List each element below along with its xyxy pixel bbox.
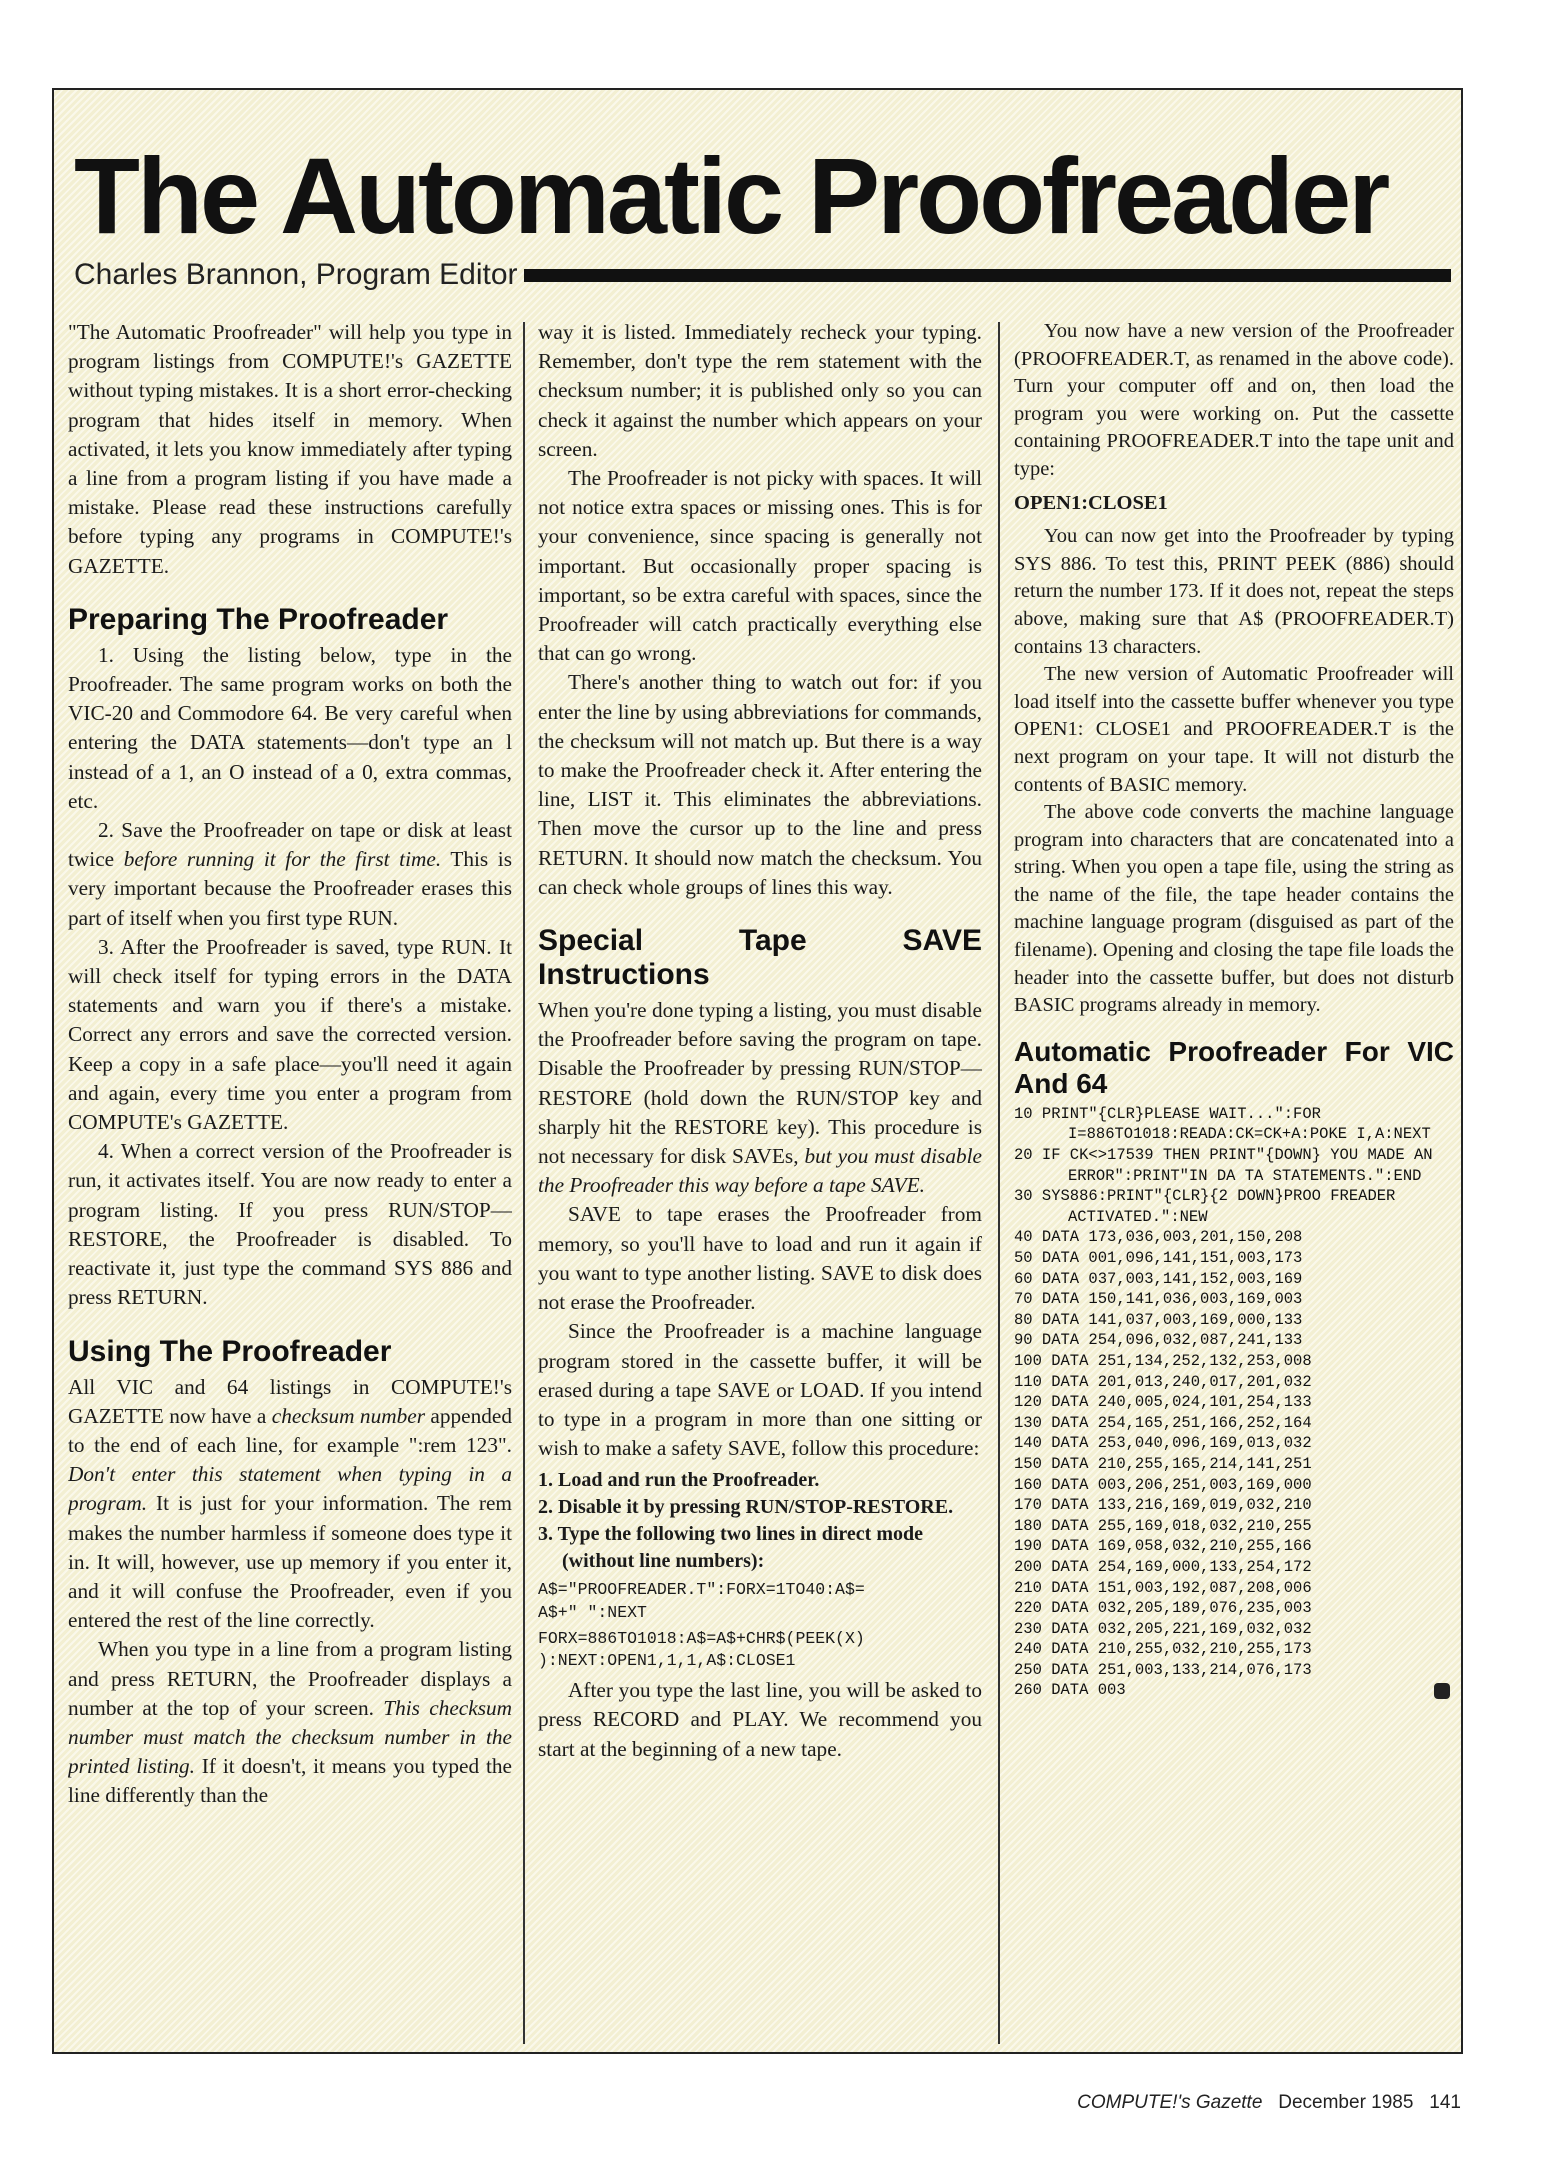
paragraph: After you type the last line, you will be asked to press RECORD and PLAY. We recommend you start at the beginning of a new tape. <box>538 1678 982 1761</box>
column-2 <box>538 318 982 2046</box>
paragraph: There's another thing to watch out for: if you enter the line by using abbreviations for commands, the checksum will not match up. But there is a way to make the Proofreader check it. After entering the line, LIST it. This eliminates the abbreviations. Then move the cursor up to the line and press RETURN. It should now match the checksum. You can check whole groups of lines this way. <box>538 670 982 899</box>
listing-line: 110 DATA 201,013,240,017,201,032 <box>1014 1372 1312 1391</box>
text: If it doesn't, it means you typed the line differently than the <box>68 1754 512 1808</box>
step: 3. Type the following two lines in direct mode (without line numbers): <box>538 1523 923 1573</box>
step-1-paragraph: 1. Using the listing below, type in the Proofreader. The same program works on both the VIC-20 and Commodore 64. Be very careful when entering the DATA statements—don't type an l instead of a 1, an O instead of a 0, extra commas, etc. <box>68 642 512 813</box>
author: Charles Brannon, Program Editor <box>74 258 518 291</box>
text: 2. Save the Proofreader on tape or disk at least twice <box>68 818 512 872</box>
byline <box>74 258 1451 292</box>
procedure-steps <box>538 1467 982 1575</box>
end-mark-icon <box>1434 1683 1450 1699</box>
listing-line: 100 DATA 251,134,252,132,253,008 <box>1014 1351 1312 1370</box>
listing-line: 240 DATA 210,255,032,210,255,173 <box>1014 1640 1312 1659</box>
listing-line: 40 DATA 173,036,003,201,150,208 <box>1014 1228 1303 1247</box>
listing-line: 220 DATA 032,205,189,076,235,003 <box>1014 1599 1312 1618</box>
listing-line: 160 DATA 003,206,251,003,169,000 <box>1014 1475 1312 1494</box>
heading-special-tape-save: Special Tape SAVE Instructions <box>538 924 982 992</box>
paragraph <box>538 996 982 1200</box>
page-number: 141 <box>1429 2092 1461 2113</box>
paragraph: way it is listed. Immediately recheck your typing. Remember, don't type the rem statement with the checksum number; it is published only so you can check it against the number which appears on your screen. <box>538 320 982 461</box>
paragraph: The Proofreader is not picky with spaces. It will not notice extra spaces or missing ones. This is for your convenience, since spacing is generally not important. But occasionally proper spacing is important, so be extra careful with spaces, since the Proofreader will catch practically everything else that can go wrong. <box>538 466 982 666</box>
listing-line: 200 DATA 254,169,000,133,254,172 <box>1014 1557 1312 1576</box>
page-footer <box>1077 2092 1461 2114</box>
paragraph: SAVE to tape erases the Proofreader from memory, so you'll have to load and run it again if you want to type another listing. SAVE to disk does not erase the Proofreader. <box>538 1202 982 1315</box>
byline-rule <box>524 269 1451 282</box>
paragraph: Since the Proofreader is a machine language program stored in the cassette buffer, it will be erased during a tape SAVE or LOAD. If you intend to type in a program in more than one sitting or wish to make a safety SAVE, follow this procedure: <box>538 1319 982 1461</box>
code-line-1: A$="PROOFREADER.T":FORX=1TO40:A$= A$+" ":NEXT <box>538 1580 865 1622</box>
step: 1. Load and run the Proofreader. <box>538 1469 820 1492</box>
text: This is very important because the Proofreader erases this part of itself when you first type RUN. <box>68 847 512 930</box>
step-2-paragraph <box>68 816 512 933</box>
using-paragraph-1 <box>68 1373 512 1636</box>
listing-line: 180 DATA 255,169,018,032,210,255 <box>1014 1516 1312 1535</box>
text: When you're done typing a listing, you must disable the Proofreader before saving the program on tape. Disable the Proofreader by pressing RUN/STOP—RESTORE (hold down the RUN/STOP key and sharply hit the RESTORE key). This procedure is not necessary for disk SAVEs, <box>538 998 982 1169</box>
listing-line: 70 DATA 150,141,036,003,169,003 <box>1014 1290 1303 1309</box>
listing-line: 140 DATA 253,040,096,169,013,032 <box>1014 1434 1312 1453</box>
column-divider <box>998 322 1000 2044</box>
article-title: The Automatic Proofreader <box>74 135 1388 256</box>
paragraph: The new version of Automatic Proofreader will load itself into the cassette buffer whenever you type OPEN1: CLOSE1 and PROOFREADER.T is the next program on your tape. It will not disturb the contents of BASIC memory. <box>1014 663 1454 796</box>
program-listing <box>1014 1104 1454 1701</box>
emphasis: but you must disable the Proofreader this way before a tape SAVE. <box>538 1144 982 1198</box>
magazine-name: COMPUTE!'s Gazette <box>1077 2092 1263 2113</box>
heading-using: Using The Proofreader <box>68 1334 392 1368</box>
using-paragraph-2 <box>68 1635 512 1810</box>
listing-line: 260 DATA 003 <box>1014 1681 1126 1700</box>
paragraph: You can now get into the Proofreader by typing SYS 886. To test this, PRINT PEEK (886) should return the number 173. If it does not, repeat the steps above, making sure that A$ (PROOFREADER.T) contains 13 characters. <box>1014 525 1454 658</box>
heading-preparing: Preparing The Proofreader <box>68 602 449 636</box>
heading-listing: Automatic Proofreader For VIC And 64 <box>1014 1035 1454 1099</box>
issue-date: December 1985 <box>1278 2092 1414 2113</box>
listing-line: 80 DATA 141,037,003,169,000,133 <box>1014 1310 1303 1329</box>
listing-line: 210 DATA 151,003,192,087,208,006 <box>1014 1578 1312 1597</box>
listing-line: 130 DATA 254,165,251,166,252,164 <box>1014 1413 1312 1432</box>
emphasis: This checksum number must match the checksum number in the printed listing. <box>68 1695 512 1779</box>
paragraph: The above code converts the machine language program into characters that are concatenated into a string. When you open a tape file, using the string as the name of the file, the tape header contains the machine language program (disguised as part of the filename). Opening and closing the tape file loads the header into the cassette buffer, but does not disturb BASIC programs already in memory. <box>1014 801 1454 1017</box>
listing-line: 150 DATA 210,255,165,214,141,251 <box>1014 1454 1312 1473</box>
paragraph: You now have a new version of the Proofreader (PROOFREADER.T, as renamed in the above code). Turn your computer off and on, then load the program you were working on. Put the cassette containing PROOFREADER.T into the tape unit and type: <box>1014 320 1454 480</box>
command-text: OPEN1:CLOSE1 <box>1014 491 1168 514</box>
text: appended to the end of each line, for example ":rem 123". <box>68 1403 512 1457</box>
column-1 <box>68 318 512 2046</box>
listing-line: 230 DATA 032,205,221,169,032,032 <box>1014 1619 1312 1638</box>
emphasis: Don't enter this statement when typing in a program. <box>68 1462 512 1516</box>
emphasis: before running it for the first time. <box>123 847 442 872</box>
text: When you type in a line from a program listing and press RETURN, the Proofreader displays a number at the top of your screen. <box>68 1637 512 1720</box>
intro-paragraph: "The Automatic Proofreader" will help you type in program listings from COMPUTE!'s GAZETTE without typing mistakes. It is a short error-checking program that hides itself in memory. When activated, it lets you know immediately after typing a line from a program listing if you have made a mistake. Please read these instructions carefully before typing any programs in COMPUTE!'s GAZETTE. <box>68 320 512 578</box>
text: All VIC and 64 listings in COMPUTE!'s GAZETTE now have a <box>68 1374 512 1428</box>
listing-line: 190 DATA 169,058,032,210,255,166 <box>1014 1537 1312 1556</box>
text: It is just for your information. The rem makes the number harmless if someone does type it in. It will, however, use up memory if you enter it, and it will confuse the Proofreader, even if you entered the rest of the line correctly. <box>68 1491 512 1633</box>
emphasis: checksum number <box>271 1403 425 1428</box>
listing-line: 10 PRINT"{CLR}PLEASE WAIT...":FOR I=886TO1018:READA:CK=CK+A:POKE I,A:NEXT <box>1014 1104 1431 1144</box>
listing-line: 50 DATA 001,096,141,151,003,173 <box>1014 1249 1303 1267</box>
listing-line: 30 SYS886:PRINT"{CLR}{2 DOWN}PROO FREADER ACTIVATED.":NEW <box>1014 1187 1396 1226</box>
step-4-paragraph: 4. When a correct version of the Proofreader is run, it activates itself. You are now ready to enter a program listing. If you press RUN/STOP—RESTORE, the Proofreader is disabled. To reactivate it, just type the command SYS 886 and press RETURN. <box>68 1139 512 1310</box>
listing-line: 250 DATA 251,003,133,214,076,173 <box>1014 1660 1312 1679</box>
listing-line: 90 DATA 254,096,032,087,241,133 <box>1014 1331 1303 1350</box>
column-divider <box>523 322 525 2044</box>
listing-line: 60 DATA 037,003,141,152,003,169 <box>1014 1269 1303 1288</box>
listing-line: 20 IF CK<>17539 THEN PRINT"{DOWN} YOU MADE AN ERROR":PRINT"IN DA TA STATEMENTS.":END <box>1014 1146 1433 1185</box>
code-line-2: FORX=886TO1018:A$=A$+CHR$(PEEK(X) ):NEXT:OPEN1,1,1,A$:CLOSE1 <box>538 1628 865 1670</box>
step-3-paragraph: 3. After the Proofreader is saved, type RUN. It will check itself for typing errors in the DATA statements and warn you if there's a mistake. Correct any errors and save the corrected version. Keep a copy in a safe place—you'll need it again and again, every time you enter a program from COMPUTE's GAZETTE. <box>68 934 512 1135</box>
column-3 <box>1014 318 1454 2046</box>
article-box <box>52 88 1463 2054</box>
listing-line: 120 DATA 240,005,024,101,254,133 <box>1014 1393 1312 1412</box>
listing-line: 170 DATA 133,216,169,019,032,210 <box>1014 1496 1312 1515</box>
step: 2. Disable it by pressing RUN/STOP-RESTORE. <box>538 1496 954 1519</box>
